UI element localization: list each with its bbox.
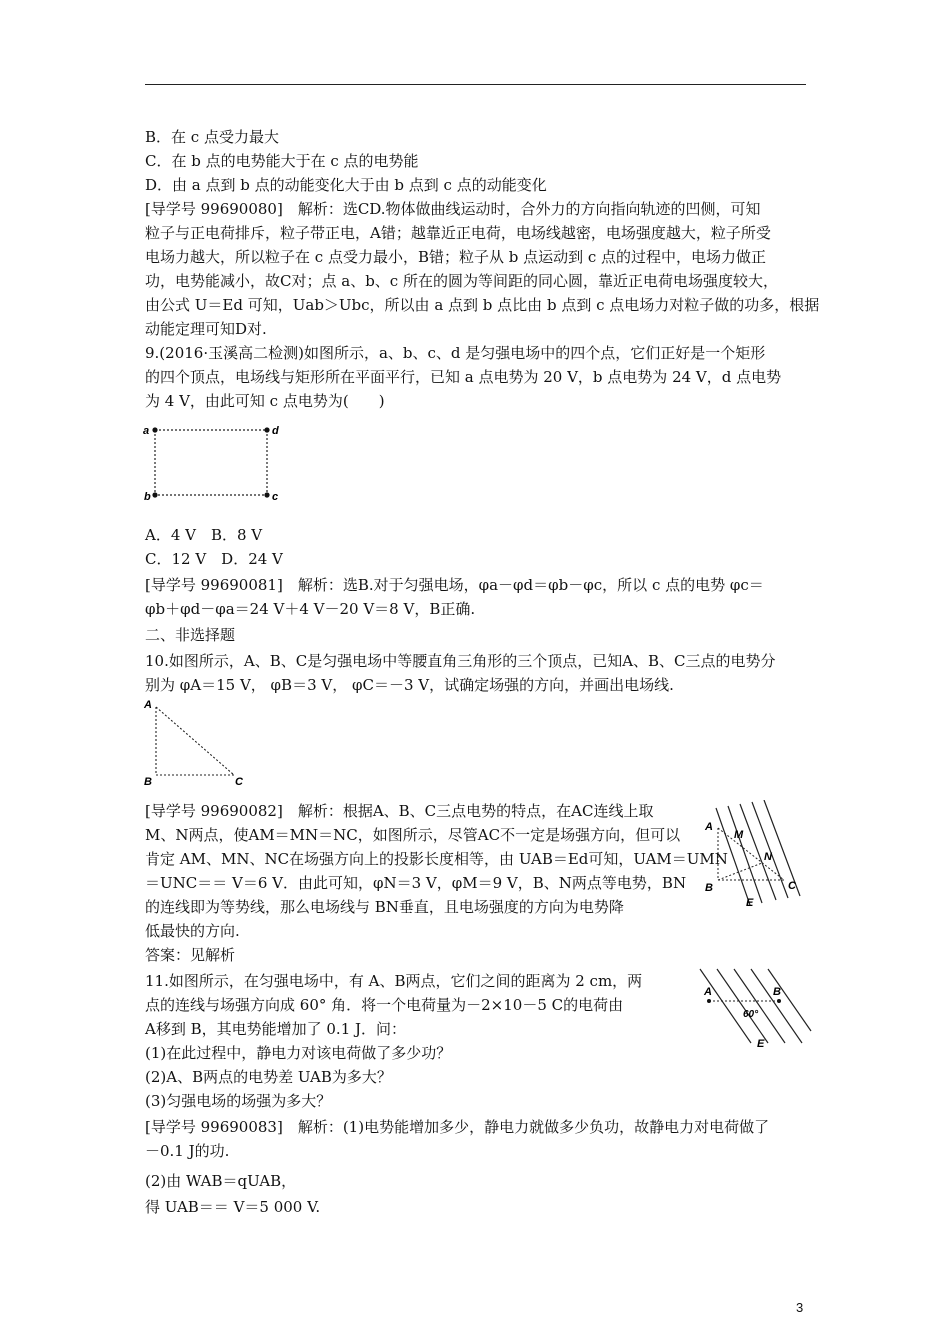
- q8-solution-line: [导学号 99690080] 解析：选CD.物体做曲线运动时，合外力的方向指向轨迹的凹侧，可知: [145, 200, 761, 218]
- q8-solution-line: 粒子与正电荷排斥，粒子带正电，A错；越靠近正电荷，电场线越密，电场强度越大，粒子所受: [145, 224, 771, 242]
- q8-option-b: B．在 c 点受力最大: [145, 128, 279, 146]
- q11-part-3: (3)匀强电场的场强为多大？: [145, 1092, 332, 1110]
- triangle-figure: [140, 695, 255, 790]
- label-A: A: [705, 821, 713, 833]
- q10-solution-line: 低最快的方向.: [145, 922, 240, 940]
- q10-solution-line: 肯定 AM、MN、NC在场强方向上的投影长度相等，由 UAB＝Ed可知，UAM＝UMN: [145, 850, 728, 868]
- section-heading: 二、非选择题: [145, 626, 236, 644]
- q11-solution-line: －0.1 J的功.: [145, 1142, 230, 1160]
- label-B: B: [773, 986, 781, 998]
- q11-stem-line: 点的连线与场强方向成 60° 角．将一个电荷量为－2×10－5 C的电荷由: [145, 996, 624, 1014]
- q11-stem-line: A移到 B，其电势能增加了 0.1 J．问：: [145, 1020, 407, 1038]
- q10-stem-line: 10.如图所示，A、B、C是匀强电场中等腰直角三角形的三个顶点，已知A、B、C三点的电势分: [145, 652, 776, 670]
- label-E: E: [757, 1038, 765, 1050]
- field-angle-figure: [695, 965, 815, 1050]
- q9-stem-line: 9.(2016·玉溪高二检测)如图所示，a、b、c、d 是匀强电场中的四个点，它们正好是一个矩形: [145, 344, 766, 362]
- q11-solution-line: 得 UAB＝＝ V＝5 000 V.: [145, 1198, 321, 1216]
- label-c: c: [272, 491, 279, 503]
- q9-solution-line: [导学号 99690081] 解析：选B.对于匀强电场，φa－φd＝φb－φc，所以 c 点的电势 φc＝: [145, 576, 764, 594]
- q11-part-2: (2)A、B两点的电势差 UAB为多大？: [145, 1068, 392, 1086]
- label-angle: 60°: [743, 1009, 759, 1020]
- q11-solution-line: (2)由 WAB＝qUAB，: [145, 1172, 297, 1190]
- q10-solution-line: 的连线即为等势线，那么电场线与 BN垂直，且电场强度的方向为电势降: [145, 898, 624, 916]
- q9-stem-line: 的四个顶点，电场线与矩形所在平面平行，已知 a 点电势为 20 V，b 点电势为 24 V，d 点电势: [145, 368, 782, 386]
- q10-solution-line: [导学号 99690082] 解析：根据A、B、C三点电势的特点，在AC连线上取: [145, 802, 654, 820]
- q8-option-d: D．由 a 点到 b 点的动能变化大于由 b 点到 c 点的动能变化: [145, 176, 547, 194]
- q10-solution-line: M、N两点，使AM＝MN＝NC，如图所示，尽管AC不一定是场强方向，但可以: [145, 826, 681, 844]
- q9-options-ab: A．4 V B．8 V: [145, 526, 263, 544]
- q11-solution-line: [导学号 99690083] 解析：(1)电势能增加多少，静电力就做多少负功，故静电力对电荷做了: [145, 1118, 770, 1136]
- label-A: A: [144, 699, 152, 711]
- label-E: E: [746, 897, 754, 909]
- q8-solution-line: 由公式 U＝Ed 可知，Uab＞Ubc，所以由 a 点到 b 点比由 b 点到 c 点电场力对粒子做的功多，根据: [145, 296, 820, 314]
- q9-solution-line: φb＋φd－φa＝24 V＋4 V－20 V＝8 V，B正确.: [145, 600, 476, 618]
- q8-solution-line: 功，电势能减小，故C对；点 a、b、c 所在的圆为等间距的同心圆，靠近正电荷电场强度较大，: [145, 272, 778, 290]
- label-C: C: [235, 776, 243, 788]
- label-a: a: [143, 425, 150, 437]
- rectangle-figure: [140, 420, 290, 510]
- q8-solution-line: 电场力越大，所以粒子在 c 点受力最小，B错；粒子从 b 点运动到 c 点的过程中，电场力做正: [145, 248, 767, 266]
- q10-answer: 答案：见解析: [145, 946, 236, 964]
- q10-solution-line: ＝UNC＝＝ V＝6 V．由此可知，φN＝3 V，φM＝9 V，B、N两点等电势，BN: [145, 874, 687, 892]
- page-number: 3: [796, 1300, 804, 1315]
- q8-option-c: C．在 b 点的电势能大于在 c 点的电势能: [145, 152, 419, 170]
- q8-solution-line: 动能定理可知D对.: [145, 320, 267, 338]
- q11-part-1: (1)在此过程中，静电力对该电荷做了多少功？: [145, 1044, 452, 1062]
- field-lines-figure: [698, 800, 813, 915]
- label-A: A: [704, 986, 712, 998]
- label-d: d: [272, 425, 279, 437]
- q9-stem-line: 为 4 V，由此可知 c 点电势为( ): [145, 392, 385, 410]
- label-M: M: [734, 829, 744, 841]
- header-rule: [145, 84, 806, 85]
- label-N: N: [764, 851, 772, 863]
- label-b: b: [144, 491, 151, 503]
- label-C: C: [788, 880, 796, 892]
- q10-stem-line: 别为 φA＝15 V， φB＝3 V， φC＝－3 V，试确定场强的方向，并画出电场线.: [145, 676, 674, 694]
- label-B: B: [705, 882, 713, 894]
- q9-options-cd: C．12 V D．24 V: [145, 550, 283, 568]
- q11-stem-line: 11.如图所示，在匀强电场中，有 A、B两点，它们之间的距离为 2 cm，两: [145, 972, 643, 990]
- label-B: B: [144, 776, 152, 788]
